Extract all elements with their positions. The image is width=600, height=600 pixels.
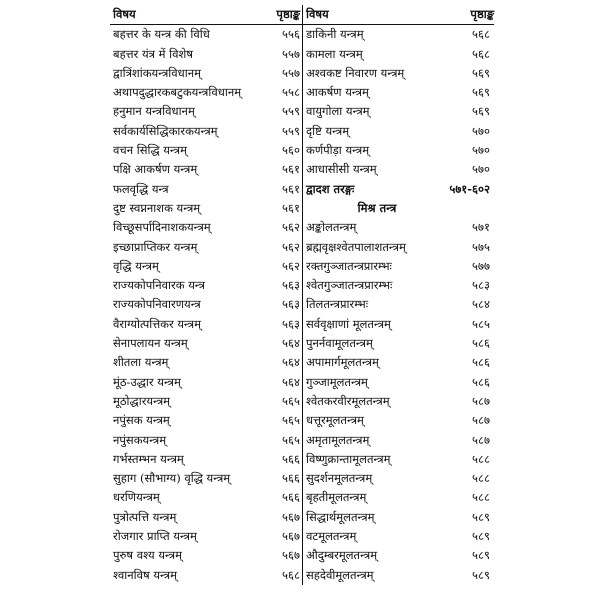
right-entry-page: ५८६ [472, 374, 490, 389]
left-entry-subject: फलवृद्धि यन्त्र [113, 181, 169, 196]
header-page-left: पृष्ठाङ्क [255, 5, 303, 24]
left-entry-page: ५६३ [255, 295, 303, 314]
left-entry-subject: पुरुष वश्य यन्त्रम् [113, 548, 182, 563]
right-entry-page: ५८९ [472, 509, 490, 524]
right-entry-subject: श्वेतगुञ्जातन्त्रप्रारम्भः [306, 278, 393, 293]
left-entry-page: ५५७ [255, 64, 303, 83]
right-entry-subject: रक्तगुञ्जातन्त्रप्रारम्भः [306, 258, 392, 273]
left-entry-page: ५६५ [255, 431, 303, 450]
left-entry-subject: मूंठ-उद्धार यन्त्रम् [113, 374, 181, 389]
left-entry-subject: हनुमान यन्त्रविधानम् [113, 104, 195, 119]
left-entry-subject: श्वानविष यन्त्रम् [113, 567, 177, 582]
left-entry-page: ५५९ [255, 122, 303, 141]
left-entry-page: ५६७ [255, 508, 303, 527]
right-section-page: ५७१-६०२ [449, 181, 490, 196]
right-entry-page: ५८७ [472, 393, 490, 408]
right-column [303, 25, 494, 585]
right-entry-subject: पुनर्नवामूलतन्त्रम् [306, 336, 373, 351]
right-entry-page: ५६९ [472, 85, 490, 100]
left-entry-subject: राज्यकोपनिवारक यन्त्र [113, 278, 205, 293]
right-entry-page: ५७७ [472, 258, 490, 273]
left-entry-subject: पुत्रोत्पत्ति यन्त्रम् [113, 509, 177, 524]
left-entry-subject: धरणियन्त्रम् [113, 490, 160, 505]
right-entry-subject: अपामार्गमूलतन्त्रम् [306, 355, 379, 370]
left-entry-subject: वैराग्योत्पत्तिकर यन्त्रम् [113, 316, 201, 331]
right-entry-page: ५७० [472, 123, 490, 138]
right-entry-page: ५७१ [472, 220, 490, 235]
left-entry-page: ५६६ [255, 450, 303, 469]
right-entry-subject: कामला यन्त्रम् [306, 46, 363, 61]
right-entry-page: ५८७ [472, 413, 490, 428]
right-entry-subject: बृहतीमूलतन्त्रम् [306, 490, 367, 505]
left-entry-subject: सर्वकार्यसिद्धिकारकयन्त्रम् [113, 123, 218, 138]
left-entry-page: ५५६ [255, 25, 303, 44]
left-entry-page: ५६१ [255, 199, 303, 218]
left-entry-subject: रोजगार प्राप्ति यन्त्रम् [113, 529, 197, 544]
left-entry-subject: गर्भस्तम्भन यन्त्रम् [113, 451, 184, 466]
right-entry-page: ५८९ [472, 548, 490, 563]
header-page-right: पृष्ठाङ्क [470, 7, 494, 21]
left-entry-page: ५६० [255, 141, 303, 160]
left-entry-page: ५६७ [255, 527, 303, 546]
right-entry-page: ५६९ [472, 104, 490, 119]
header-subject-right: विषय [306, 7, 329, 21]
left-entry-subject: वचन सिद्धि यन्त्रम् [113, 143, 187, 158]
left-entry-page: ५६६ [255, 469, 303, 488]
right-entry-page: ५७० [472, 162, 490, 177]
right-entry-subject: सर्ववृक्षाणां मूलतन्त्रम् [306, 316, 391, 331]
right-entry-subject: आधासीसी यन्त्रम् [306, 162, 377, 177]
left-entry-subject: दुष्ट स्वप्ननाशक यन्त्रम् [113, 200, 201, 215]
right-entry-subject: विष्णुक्रान्तामूलतन्त्रम् [306, 451, 391, 466]
left-column [110, 25, 303, 585]
right-entry-subject: अश्वकष्ट निवारण यन्त्रम् [306, 65, 405, 80]
left-entry-page: ५५९ [255, 102, 303, 121]
header-right [303, 5, 494, 25]
left-entry-subject: अथापदुद्धारकबटुकयन्त्रविधानम् [113, 85, 242, 100]
left-entry-page: ५६२ [255, 257, 303, 276]
right-entry-subject: सिद्धार्थमूलतन्त्रम् [306, 509, 375, 524]
right-entry-page: ५७० [472, 143, 490, 158]
right-entry-subject: कर्णपीड़ा यन्त्रम् [306, 143, 370, 158]
right-entry-page: ५८५ [472, 316, 490, 331]
left-entry-page: ५६२ [255, 238, 303, 257]
right-entry-subject: वायुगोला यन्त्रम् [306, 104, 370, 119]
left-entry-page: ५६५ [255, 411, 303, 430]
right-entry-page: ५८९ [472, 567, 490, 582]
right-entry-subject: अङ्कोलतन्त्रम् [306, 220, 357, 235]
right-entry-page: ५८८ [472, 490, 490, 505]
left-entry-page: ५६१ [255, 180, 303, 199]
right-entry-subject: दृष्टि यन्त्रम् [306, 123, 350, 138]
right-entry-subject: अमृतामूलतन्त्रम् [306, 432, 370, 447]
left-entry-page: ५६४ [255, 373, 303, 392]
right-entry-subject: आकर्षण यन्त्रम् [306, 85, 369, 100]
left-entry-page: ५६६ [255, 488, 303, 507]
right-entry-page: ५८३ [472, 278, 490, 293]
right-entry-subject: धत्तूरमूलतन्त्रम् [306, 413, 364, 428]
right-entry-page: ५८६ [472, 355, 490, 370]
left-entry-subject: मूठोद्धारयन्त्रम् [113, 393, 171, 408]
left-entry-subject: सुहाग (सौभाग्य) वृद्धि यन्त्रम् [113, 471, 231, 486]
left-entry-subject: बहत्तर के यन्त्र की विधि [113, 27, 210, 42]
left-entry-page: ५६४ [255, 334, 303, 353]
right-entry-page: ५७५ [472, 239, 490, 254]
left-entry-page: ५६५ [255, 392, 303, 411]
left-entry-page: ५५७ [255, 45, 303, 64]
header-subject-left: विषय [113, 7, 136, 21]
left-entry-subject: पक्षि आकर्षण यन्त्रम् [113, 162, 198, 177]
right-section-subject: द्वादश तरङ्गः [306, 181, 355, 196]
left-entry-subject: नपुंसकयन्त्रम् [113, 432, 167, 447]
left-entry-page: ५५८ [255, 83, 303, 102]
left-entry-subject: शीतला यन्त्रम् [113, 355, 169, 370]
contents-table [110, 5, 494, 585]
right-entry-subject: सहदेवीमूलतन्त्रम् [306, 567, 374, 582]
left-entry-page: ५६८ [255, 566, 303, 585]
right-entry-page: ५८६ [472, 336, 490, 351]
right-entry-subject: श्वेतकरवीरमूलतन्त्रम् [306, 393, 390, 408]
right-heading-page [448, 199, 496, 218]
right-entry-subject: गुञ्जामूलतन्त्रम् [306, 374, 368, 389]
left-entry-page: ५६७ [255, 546, 303, 565]
right-entry-subject: औदुम्बरमूलतन्त्रम् [306, 548, 378, 563]
left-entry-subject: द्वात्रिंशांकयन्त्रविधानम् [113, 65, 201, 80]
left-entry-subject: वृद्धि यन्त्रम् [113, 258, 159, 273]
right-entry-page: ५८८ [472, 471, 490, 486]
right-entry-subject: ब्रह्मवृक्षश्वेतपालाशतन्त्रम् [306, 239, 406, 254]
left-entry-subject: राज्यकोपनिवारणयन्त्र [113, 297, 201, 312]
right-entry-page: ५६८ [472, 27, 490, 42]
table-of-contents [110, 5, 494, 599]
left-entry-page: ५६३ [255, 276, 303, 295]
right-entry-subject: वटमूलतन्त्रम् [306, 529, 357, 544]
right-entry-page: ५८७ [472, 432, 490, 447]
left-entry-subject: इच्छाप्राप्तिकर यन्त्रम् [113, 239, 198, 254]
left-entry-subject: सेनापलायन यन्त्रम् [113, 336, 188, 351]
right-entry-subject: सुदर्शनमूलतन्त्रम् [306, 471, 373, 486]
left-entry-subject: बहत्तर यंत्र में विशेष [113, 46, 194, 61]
left-entry-page: ५६४ [255, 353, 303, 372]
left-entry-page: ५६३ [255, 315, 303, 334]
right-entry-subject: डाकिनी यन्त्रम् [306, 27, 364, 42]
header-left [110, 5, 303, 25]
right-entry-page: ५८४ [472, 297, 490, 312]
right-heading-subject: मिश्र तन्त्र [357, 200, 397, 215]
right-entry-page: ५८८ [472, 451, 490, 466]
right-entry-page: ५८९ [472, 529, 490, 544]
right-entry-subject: तिलतन्त्रप्रारम्भः [306, 297, 369, 312]
left-entry-page: ५६२ [255, 218, 303, 237]
left-entry-page: ५६१ [255, 160, 303, 179]
left-entry-subject: विच्छूसर्पादिनाशकयन्त्रम् [113, 220, 211, 235]
right-entry-page: ५६८ [472, 46, 490, 61]
left-entry-subject: नपुंसक यन्त्रम् [113, 413, 170, 428]
right-entry-page: ५६९ [472, 65, 490, 80]
